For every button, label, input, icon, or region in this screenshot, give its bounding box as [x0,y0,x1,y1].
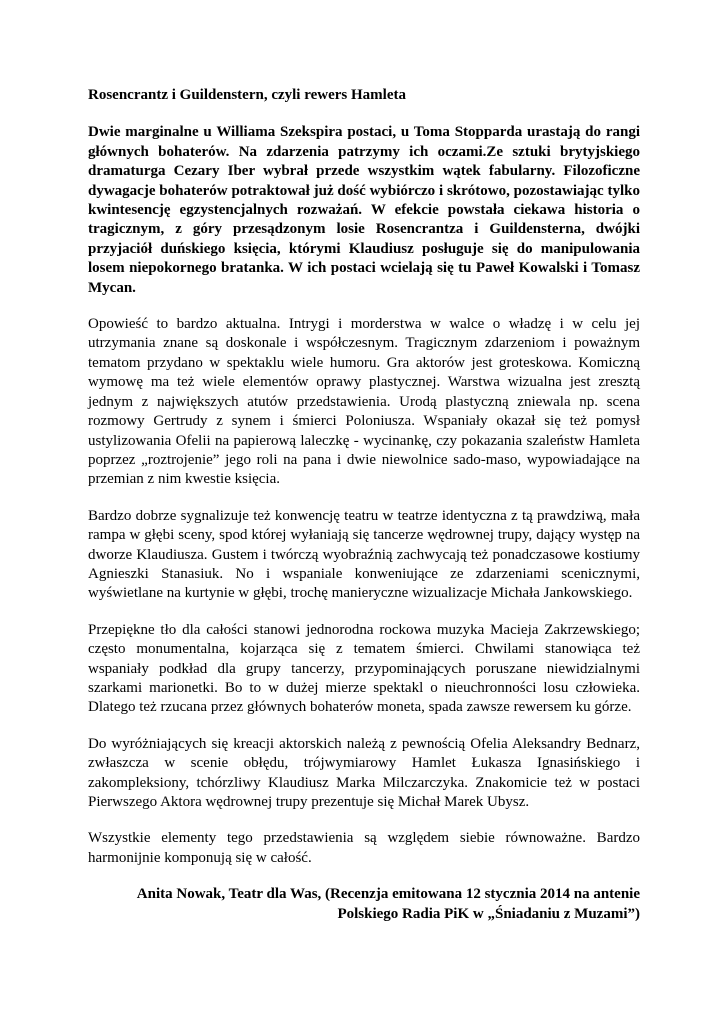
body-paragraph-5: Wszystkie elementy tego przedstawienia są względem siebie równoważne. Bardzo harmonijnie komponują się w całość. [88,830,640,866]
document-title: Rosencrantz i Guildenstern, czyli rewers Hamleta [88,87,406,103]
signature-line-2: Polskiego Radia PiK w „Śniadaniu z Muzami”) [337,905,640,922]
body-paragraph-2: Bardzo dobrze sygnalizuje też konwencję teatru w teatrze identyczna z tą prawdziwą, mała rampa w głębi sceny, spod której wyłaniają się tancerze wędrownej trupy, dający występ na dworze Klaudiusza. Gustem i twórczą wyobraźnią zachwycają też ponadczasowe kostiumy Agnieszki Stanasiuk. No i wspaniale konweniujące ze zdarzeniami scenicznymi, wyświetlane na kurtynie w głębi, trochę manieryczne wizualizacje Michała Jankowskiego. [88,507,640,602]
body-paragraph-1: Opowieść to bardzo aktualna. Intrygi i morderstwa w walce o władzę i w celu jej utrzymania znane są doskonale i współczesnym. Tragicznym zdarzeniom i poważnym tematom przydano w spektaklu wiele humoru. Gra aktorów jest groteskowa. Komiczną wymowę ma też wiele elementów oprawy plastycznej. Warstwa wizualna jest zresztą jednym z największych atutów przedstawienia. Urodą plastyczną zniewala np. scena rozmowy Gertrudy z synem i śmierci Poloniusza. Wspaniały okazał się też pomysł ustylizowania Ofelii na papierową laleczkę - wycinankę, czy pokazania szaleństw Hamleta poprzez „roztrojenie” jego roli na pana i dwie niewolnice sado-maso, wypowiadające na przemian z nim kwestie księcia. [88,316,640,488]
body-paragraph-4: Do wyróżniających się kreacji aktorskich należą z pewnością Ofelia Aleksandry Bednarz, zwłaszcza w scenie obłędu, trójwymiarowy Hamlet Łukasza Ignasińskiego i zakompleksiony, tchórzliwy Klaudiusz Marka Milczarczyka. Znakomicie też w postaci Pierwszego Aktora wędrownej trupy prezentuje się Michał Marek Ubysz. [88,735,640,810]
lead-paragraph: Dwie marginalne u Williama Szekspira postaci, u Toma Stopparda urastają do rangi głównych bohaterów. Na zdarzenia patrzymy ich oczami.Ze sztuki brytyjskiego dramaturga Cezary Iber wybrał przede wszystkim wątek fabularny. Filozoficzne dywagacje bohaterów potraktował już dość wybiórczo i skrótowo, pozostawiając tylko kwintesencję egzystencjalnych rozważań. W efekcie powstała ciekawa historia o tragicznym, z góry przesądzonym losie Rosencrantza i Guildensterna, dwójki przyjaciół duńskiego księcia, którymi Klaudiusz posługuje się do manipulowania losem niepokornego bratanka. W ich postaci wcielają się tu Paweł Kowalski i Tomasz Mycan. [88,124,640,296]
document-page [88,86,640,924]
signature [88,885,640,924]
signature-line-1: Anita Nowak, Teatr dla Was, (Recenzja emitowana 12 stycznia 2014 na antenie [136,886,640,903]
body-paragraph-3: Przepiękne tło dla całości stanowi jednorodna rockowa muzyka Macieja Zakrzewskiego; często monumentalna, kojarząca się z tematem śmierci. Chwilami stanowiąca też wspaniały podkład dla grupy tancerzy, przypominających poruszane niewidzialnymi szarkami marionetki. Bo to w dużej mierze spektakl o nieuchronności losu człowieka. Dlatego też rzucana przez głównych bohaterów moneta, spada zawsze rewersem ku górze. [88,621,640,716]
